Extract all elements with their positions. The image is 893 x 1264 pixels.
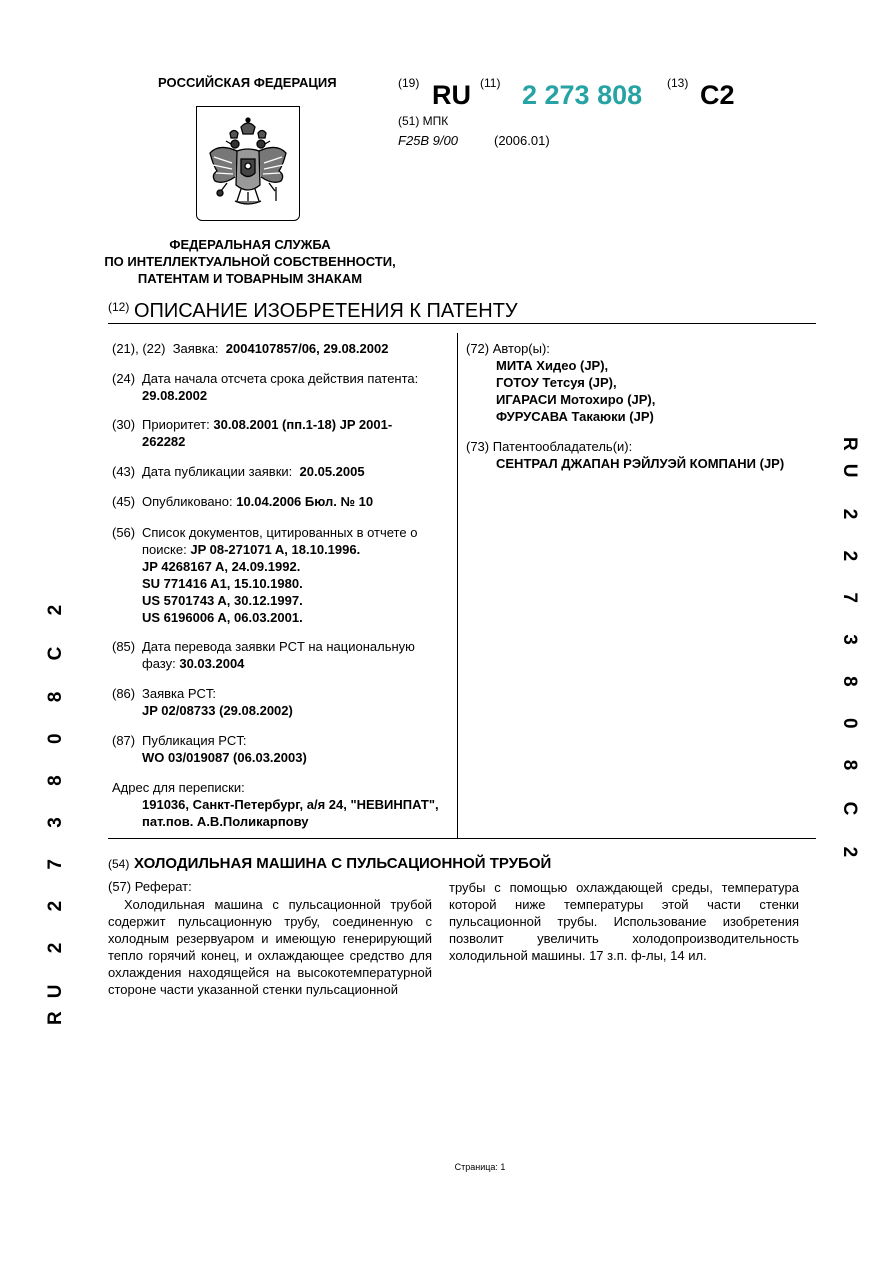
entry-value: 29.08.2002 — [142, 388, 208, 403]
divider — [108, 323, 816, 324]
entry-priority — [112, 416, 452, 450]
entry-owner — [466, 438, 816, 472]
ipc-label: (51) МПК — [398, 114, 449, 128]
cited-doc: US 6196006 A, 06.03.2001. — [142, 610, 303, 625]
kind-code: C2 — [700, 80, 735, 110]
entry-label: Автор(ы): — [492, 341, 550, 356]
entry-label: Опубликовано: — [142, 494, 233, 509]
inid-code: (86) — [112, 686, 136, 701]
entry-label: Дата начала отсчета срока действия патента: — [142, 371, 419, 386]
entry-value: JP 02/08733 (29.08.2002) — [142, 703, 293, 718]
entry-label: Публикация PCT: — [142, 733, 247, 748]
entry-application — [112, 340, 452, 357]
entry-label: Заявка PCT: — [142, 686, 217, 701]
author-name: ГОТОУ Тетсуя (JP), — [496, 375, 617, 390]
document-title: ОПИСАНИЕ ИЗОБРЕТЕНИЯ К ПАТЕНТУ — [134, 300, 518, 322]
inid-code: (43) — [112, 464, 136, 479]
country-name: РОССИЙСКАЯ ФЕДЕРАЦИЯ — [158, 75, 337, 90]
inid-code: (21), (22) — [112, 341, 166, 356]
entry-pct-application — [112, 685, 452, 719]
cited-doc: JP 4268167 A, 24.09.1992. — [142, 559, 301, 574]
author-name: ИГАРАСИ Мотохиро (JP), — [496, 392, 656, 407]
inid-code: (72) — [466, 341, 490, 356]
entry-published — [112, 493, 452, 510]
inid-code: (24) — [112, 371, 136, 386]
cited-doc: US 5701743 A, 30.12.1997. — [142, 593, 303, 608]
entry-label: Патентообладатель(и): — [492, 439, 633, 454]
entry-value: 2004107857/06, 29.08.2002 — [225, 341, 389, 356]
invention-title: ХОЛОДИЛЬНАЯ МАШИНА С ПУЛЬСАЦИОННОЙ ТРУБОЙ — [134, 855, 552, 872]
coat-of-arms-icon — [197, 107, 299, 220]
entry-app-publication — [112, 463, 452, 480]
entry-label: поиске: — [142, 542, 187, 557]
patent-number: 2 273 808 — [522, 80, 643, 110]
entry-term-start — [112, 370, 452, 404]
inid-code: (87) — [112, 733, 136, 748]
inid-code-11: (11) — [480, 76, 501, 90]
inid-code-13: (13) — [667, 76, 689, 90]
inid-code-12: (12) — [108, 300, 130, 314]
entry-label: Дата перевода заявки PCT на национальную — [142, 639, 415, 654]
inid-code: (30) — [112, 417, 136, 432]
cited-doc: JP 08-271071 A, 18.10.1996. — [190, 542, 361, 557]
side-patent-code: RU 2 2 7 3 8 0 8 C 2 — [45, 591, 66, 1025]
side-patent-code: RU 2 2 7 3 8 0 8 C 2 — [839, 437, 860, 871]
column-divider — [457, 333, 458, 838]
entry-label: Приоритет: — [142, 417, 210, 432]
entry-value: 30.03.2004 — [179, 656, 245, 671]
entry-value: 30.08.2001 (пп.1-18) JP 2001- — [213, 417, 393, 432]
entry-value: пат.пов. А.В.Поликарпову — [142, 814, 309, 829]
emblem-frame — [196, 106, 300, 221]
abstract-text: Холодильная машина с пульсационной трубой содержит пульсационную трубу, соединенную с холодным резервуаром и имеющую генерирующий тепло горячий конец, и охлаждающее средство для охлаждения находящейся на высокотемпературной стороне части указанной стенки пульсационной — [108, 897, 432, 997]
entry-label: Адрес для переписки: — [112, 780, 245, 795]
owner-name: СЕНТРАЛ ДЖАПАН РЭЙЛУЭЙ КОМПАНИ (JP) — [496, 456, 785, 471]
inid-code: (45) — [112, 494, 136, 509]
entry-label: фазу: — [142, 656, 176, 671]
entry-value: 262282 — [142, 434, 186, 449]
entry-cited-docs — [112, 524, 452, 626]
inid-code: (73) — [466, 439, 490, 454]
agency-line: ФЕДЕРАЛЬНАЯ СЛУЖБА — [169, 237, 331, 252]
entry-pct-publication — [112, 732, 452, 766]
author-name: ФУРУСАВА Такаюки (JP) — [496, 409, 654, 424]
ipc-version: (2006.01) — [494, 133, 550, 148]
author-name: МИТА Хидео (JP), — [496, 358, 609, 373]
agency-line: ПАТЕНТАМ И ТОВАРНЫМ ЗНАКАМ — [137, 271, 363, 286]
inid-code-54: (54) — [108, 857, 130, 871]
agency-line: ПО ИНТЕЛЛЕКТУАЛЬНОЙ СОБСТВЕННОСТИ, — [104, 254, 396, 269]
divider — [108, 838, 816, 839]
entry-label: Заявка: — [172, 341, 219, 356]
entry-pct-national-phase — [112, 638, 452, 672]
inid-code-19: (19) — [398, 76, 420, 90]
entry-authors — [466, 340, 816, 425]
ipc-class: F25B 9/00 — [398, 133, 458, 148]
abstract-text: трубы с помощью охлаждающей среды, температура которой ниже температуры этой части стенки пульсационной трубы. Использование изобретения позволит увеличить холодопроизводительность холодильной машины. 17 з.п. ф-лы, 14 ил. — [449, 880, 799, 963]
entry-value: 20.05.2005 — [299, 464, 365, 479]
entry-label: Дата публикации заявки: — [142, 464, 293, 479]
entry-value: 10.04.2006 Бюл. № 10 — [236, 494, 374, 509]
inid-code: (85) — [112, 639, 136, 654]
cited-doc: SU 771416 A1, 15.10.1980. — [142, 576, 303, 591]
page-footer: Страница: 1 — [454, 1162, 506, 1172]
inid-code: (56) — [112, 525, 136, 540]
entry-address — [112, 779, 452, 830]
entry-value: WO 03/019087 (06.03.2003) — [142, 750, 307, 765]
entry-value: 191036, Санкт-Петербург, а/я 24, "НЕВИНПАТ", — [142, 797, 439, 812]
country-code: RU — [432, 80, 471, 110]
entry-label: Список документов, цитированных в отчете о — [142, 525, 418, 540]
agency-name — [95, 236, 405, 287]
abstract-label: (57) Реферат: — [108, 879, 192, 894]
